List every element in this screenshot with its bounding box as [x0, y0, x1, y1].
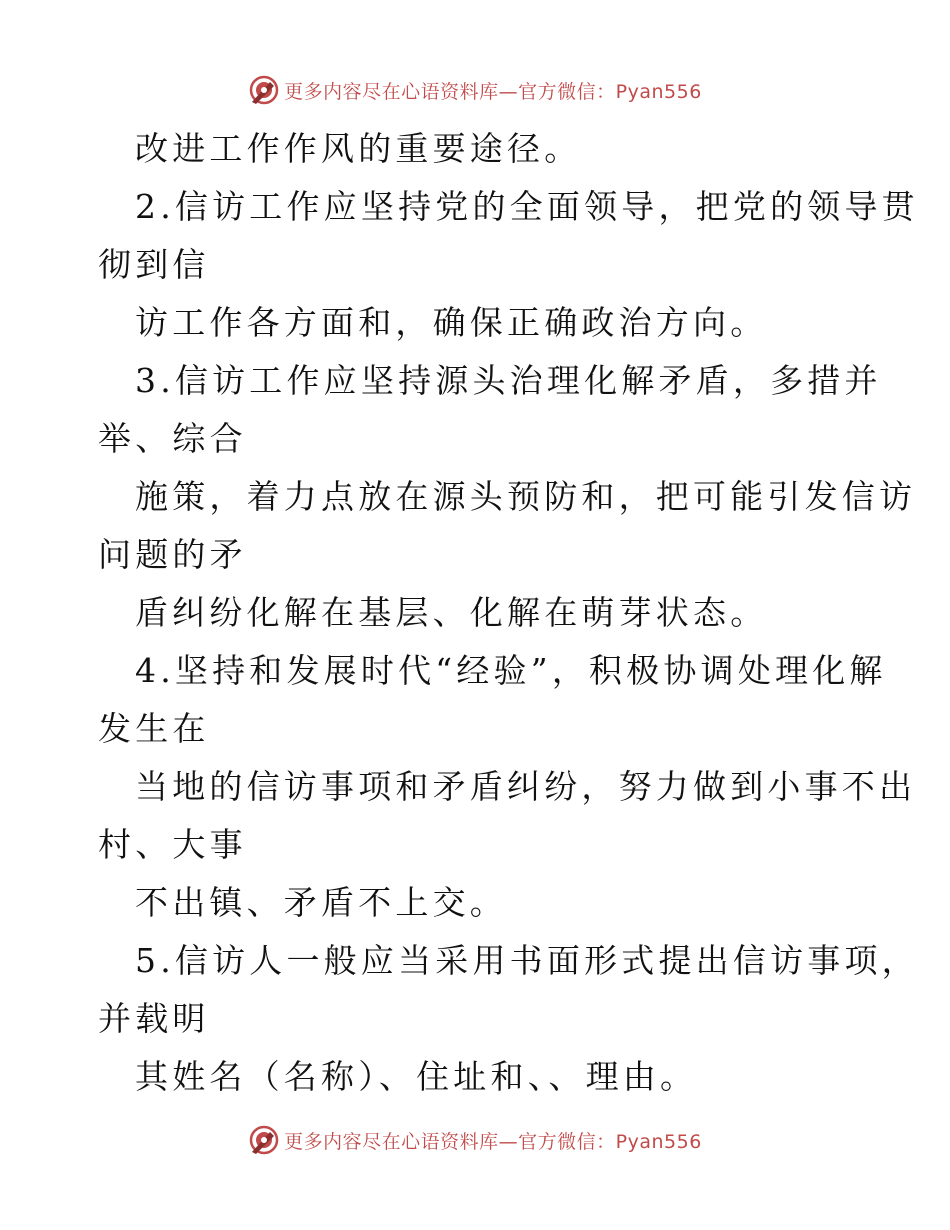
text-line: 不出镇、矛盾不上交。: [135, 883, 507, 922]
text-line: 村、大事: [98, 825, 247, 864]
text-line: 举、综合: [98, 419, 247, 458]
text-line: 改进工作作风的重要途径。: [135, 129, 582, 168]
text-line: 发生在: [98, 709, 210, 748]
text-line: 其姓名（名称）、住址和、、理由。: [135, 1057, 698, 1096]
header-wechat-id: Pyan556: [615, 80, 702, 103]
text-line: 3.信访工作应坚持源头治理化解矛盾，多措并: [135, 361, 882, 400]
pen-seal-logo-icon: [248, 74, 280, 106]
text-line: 5.信访人一般应当采用书面形式提出信访事项，: [135, 941, 919, 980]
header-watermark-text: 更多内容尽在心语资料库—官方微信：Pyan556: [284, 80, 702, 103]
text-line: 问题的矛: [98, 535, 247, 574]
pen-seal-logo-icon: [248, 1124, 280, 1156]
text-line: 当地的信访事项和矛盾纠纷，努力做到小事不出: [135, 767, 917, 806]
header-watermark-banner: [0, 70, 950, 110]
footer-watermark-text: 更多内容尽在心语资料库—官方微信：Pyan556: [284, 1130, 702, 1153]
text-line: 并载明: [98, 999, 210, 1038]
footer-watermark-banner: [0, 1120, 950, 1160]
text-line: 盾纠纷化解在基层、化解在萌芽状态。: [135, 593, 768, 632]
text-line: 4.坚持和发展时代“经验”，积极协调处理化解: [135, 651, 887, 690]
footer-wechat-id: Pyan556: [615, 1130, 702, 1153]
text-line: 访工作各方面和，确保正确政治方向。: [135, 303, 768, 342]
text-line: 彻到信: [98, 245, 210, 284]
text-line: 2.信访工作应坚持党的全面领导，把党的领导贯: [135, 187, 919, 226]
text-line: 施策，着力点放在源头预防和，把可能引发信访: [135, 477, 917, 516]
